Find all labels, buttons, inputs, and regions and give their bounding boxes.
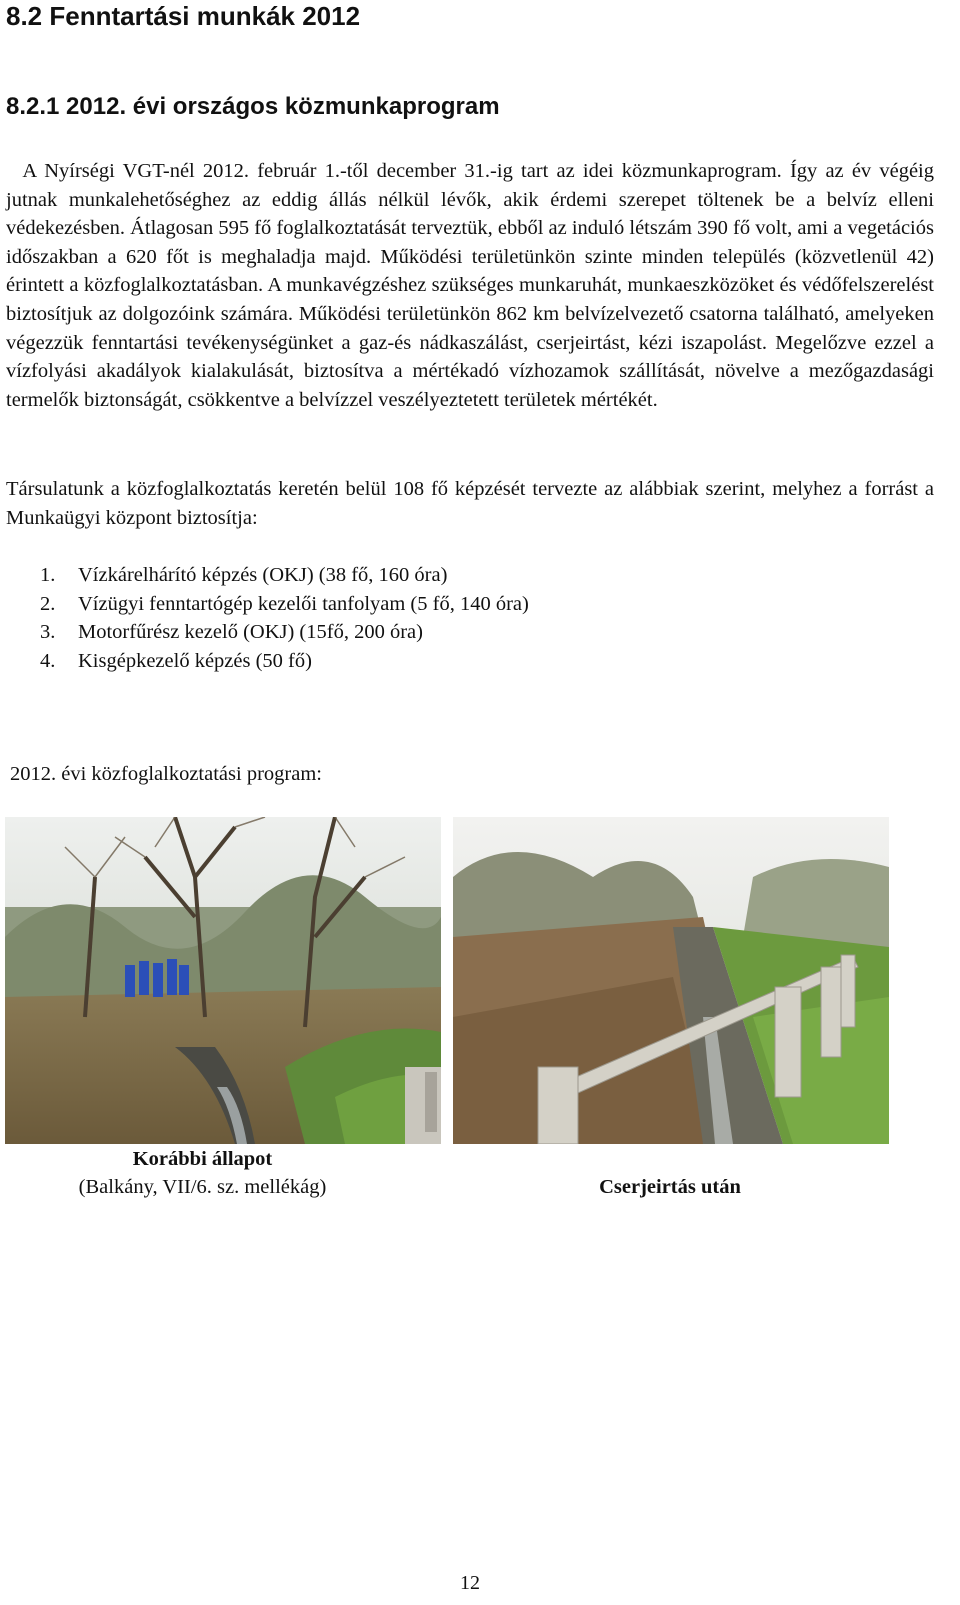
after-caption: Cserjeirtás után: [599, 1176, 741, 1198]
program-label: 2012. évi közfoglalkoztatási program:: [10, 763, 322, 785]
before-caption-title: Korábbi állapot: [132, 1148, 273, 1170]
list-item: 4. Kisgépkezelő képzés (50 fő): [40, 649, 312, 672]
page-number: 12: [460, 1572, 480, 1594]
training-paragraph: Társulatunk a közfoglalkoztatás keretén belül 108 fő képzését tervezte az alábbiak szerint, melyhez a forrást a Munkaügyi központ biztosítja:: [6, 478, 934, 529]
intro-paragraph: A Nyírségi VGT-nél 2012. február 1.-től december 31.-ig tart az idei közmunkaprogram. Így az év végéig jutnak munkalehetőséghez az eddig állás nélkül lévők, akik érdemi szerepet töltenek be a belvíz elleni védekezésben. Átlagosan 595 fő foglalkoztatását terveztük, ebből az induló létszám 390 fő volt, ami a vegetációs időszakban a 620 főt is meghaladja majd. Működési területünkön szinte minden település (közvetlenül 42) érintett a közfoglalkoztatásban. A munkavégzéshez szükséges munkaruhát, munkaeszközöket és védőfelszerelést biztosítjuk az dolgozóink számára. Működési területünkön 862 km belvízelvezető csatorna található, amelyeken végezzük fenntartási tevékenységünket a gaz-és nádkaszálást, cserjeirtást, kézi iszapolást. Megelőzve ezzel a vízfolyási akadályok kialakulását, biztosítva a mértékadó vízhozamok szállítását, növelve a mezőgazdasági termelők biztonságát, csökkentve a belvízzel veszélyeztetett területek mértékét.: [6, 160, 940, 411]
subsection-heading: 8.2.1 2012. évi országos közmunkaprogram: [6, 93, 500, 120]
before-caption: [40, 1145, 365, 1201]
list-item: 3. Motorfűrész kezelő (OKJ) (15fő, 200 óra): [40, 621, 423, 644]
list-item: 2. Vízügyi fenntartógép kezelői tanfolyam (5 fő, 140 óra): [40, 592, 529, 615]
section-heading: 8.2 Fenntartási munkák 2012: [6, 1, 361, 31]
list-item: 1. Vízkárelhárító képzés (OKJ) (38 fő, 160 óra): [40, 564, 448, 586]
training-list: [40, 561, 529, 675]
before-caption-subtitle: (Balkány, VII/6. sz. mellékág): [78, 1176, 327, 1198]
after-photo: [453, 817, 889, 1144]
before-photo: [5, 817, 441, 1144]
